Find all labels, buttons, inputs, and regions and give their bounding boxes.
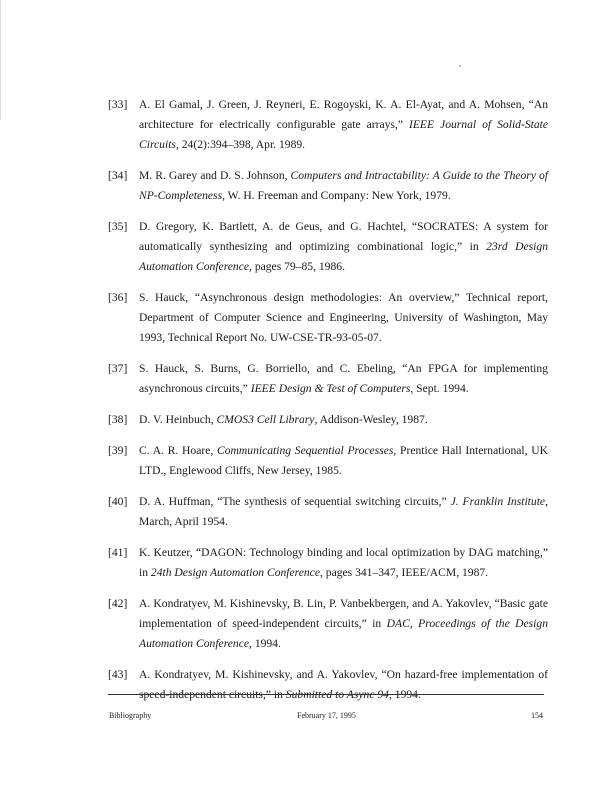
reference-text <box>139 166 548 206</box>
reference-text-segment: S. Hauck, S. Burns, G. Borriello, and C. Ebeling, “An FPGA for implementing asynchronous circuits,” <box>139 362 548 395</box>
reference-number: [41] <box>108 546 128 559</box>
reference-entry <box>108 594 548 654</box>
reference-text-segment: D. V. Heinbuch, <box>139 413 217 426</box>
reference-text-segment: A. Kondratyev, M. Kishinevsky, B. Lin, P. Vanbekbergen, and A. Yakovlev, “Basic gate implementation of speed-independent circuits,” in <box>139 597 548 630</box>
reference-title-italic: CMOS3 Cell Library <box>216 413 315 426</box>
scan-speck <box>459 65 461 67</box>
reference-text-segment: A. Kondratyev, M. Kishinevsky, and A. Yakovlev, “On hazard-free implementation of speed-independent circuits,” in <box>139 668 548 701</box>
reference-text-segment: , 24(2):394–398, Apr. 1989. <box>175 138 306 151</box>
reference-number: [38] <box>108 413 128 426</box>
reference-number: [40] <box>108 495 128 508</box>
reference-number: [37] <box>108 362 128 375</box>
reference-text-segment: , 1994. <box>249 637 281 650</box>
scan-edge-mark <box>0 0 1 120</box>
reference-text <box>139 543 548 583</box>
reference-text-segment: M. R. Garey and D. S. Johnson, <box>139 169 291 182</box>
reference-text <box>139 410 548 430</box>
reference-text-segment: , March, April 1954. <box>139 495 548 528</box>
reference-text-segment: , W. H. Freeman and Company: New York, 1979. <box>222 189 451 202</box>
reference-text <box>139 288 548 348</box>
reference-text-segment: , Prentice Hall International, UK LTD., Englewood Cliffs, New Jersey, 1985. <box>139 444 548 477</box>
reference-title-italic: DAC, Proceedings of the Design Automation Conference <box>139 617 548 650</box>
reference-text <box>139 217 548 277</box>
reference-number: [34] <box>108 169 128 182</box>
reference-text-segment: C. A. R. Hoare, <box>139 444 217 457</box>
reference-title-italic: Submitted to Async 94 <box>285 688 389 701</box>
reference-entry <box>108 359 548 399</box>
footer-date: February 17, 1995 <box>297 711 356 720</box>
reference-title-italic: Communicating Sequential Processes <box>217 444 394 457</box>
reference-entry <box>108 543 548 583</box>
reference-text <box>139 492 548 532</box>
reference-title-italic: Computers and Intractability: A Guide to the Theory of NP-Completeness <box>139 169 549 202</box>
reference-text-segment: D. A. Huffman, “The synthesis of sequential switching circuits,” <box>139 495 451 508</box>
reference-text-segment: , pages 79–85, 1986. <box>249 260 345 273</box>
reference-number: [42] <box>108 597 128 610</box>
reference-title-italic: J. Franklin Institute <box>450 495 546 508</box>
reference-entry <box>108 441 548 481</box>
reference-number: [36] <box>108 291 128 304</box>
reference-entry <box>108 410 548 430</box>
reference-text-segment: A. El Gamal, J. Green, J. Reyneri, E. Rogoyski, K. A. El-Ayat, and A. Mohsen, “An architecture for electrically configurable gate arrays,” <box>139 98 548 131</box>
reference-text <box>139 441 548 481</box>
footer-page-number: 154 <box>531 711 543 720</box>
footer-section-title: Bibliography <box>109 711 152 720</box>
reference-number: [39] <box>108 444 128 457</box>
reference-number: [33] <box>108 98 128 111</box>
reference-title-italic: 23rd Design Automation Conference <box>139 240 548 273</box>
footer-rule <box>108 694 544 695</box>
reference-title-italic: IEEE Journal of Solid-State Circuits <box>139 118 549 151</box>
reference-entry <box>108 492 548 532</box>
reference-list <box>108 95 548 716</box>
reference-title-italic: IEEE Design & Test of Computers <box>250 382 411 395</box>
reference-entry <box>108 288 548 348</box>
reference-text-segment: , 1994. <box>388 688 421 701</box>
reference-entry <box>108 217 548 277</box>
reference-text <box>139 359 548 399</box>
reference-number: [43] <box>108 668 128 681</box>
reference-text-segment: , Addison-Wesley, 1987. <box>314 413 428 426</box>
reference-text-segment: , pages 341–347, IEEE/ACM, 1987. <box>319 566 489 579</box>
reference-text <box>139 665 548 705</box>
reference-number: [35] <box>108 220 128 233</box>
reference-text-segment: S. Hauck, “Asynchronous design methodologies: An overview,” Technical report, Department of Computer Science and Engineering, University of Washington, May 1993, Technical Report No. UW-CSE-TR-93-05-07. <box>139 291 548 344</box>
reference-text <box>139 594 548 654</box>
reference-title-italic: 24th Design Automation Conference <box>150 566 320 579</box>
reference-text-segment: , Sept. 1994. <box>410 382 469 395</box>
reference-entry <box>108 95 548 155</box>
reference-text-segment: K. Keutzer, “DAGON: Technology binding and local optimization by DAG matching,” in <box>139 546 548 579</box>
reference-text <box>139 95 548 155</box>
reference-entry <box>108 665 548 705</box>
reference-text-segment: D. Gregory, K. Bartlett, A. de Geus, and G. Hachtel, “SOCRATES: A system for automatically synthesizing and optimizing combinational logic,” in <box>139 220 548 253</box>
reference-entry <box>108 166 548 206</box>
